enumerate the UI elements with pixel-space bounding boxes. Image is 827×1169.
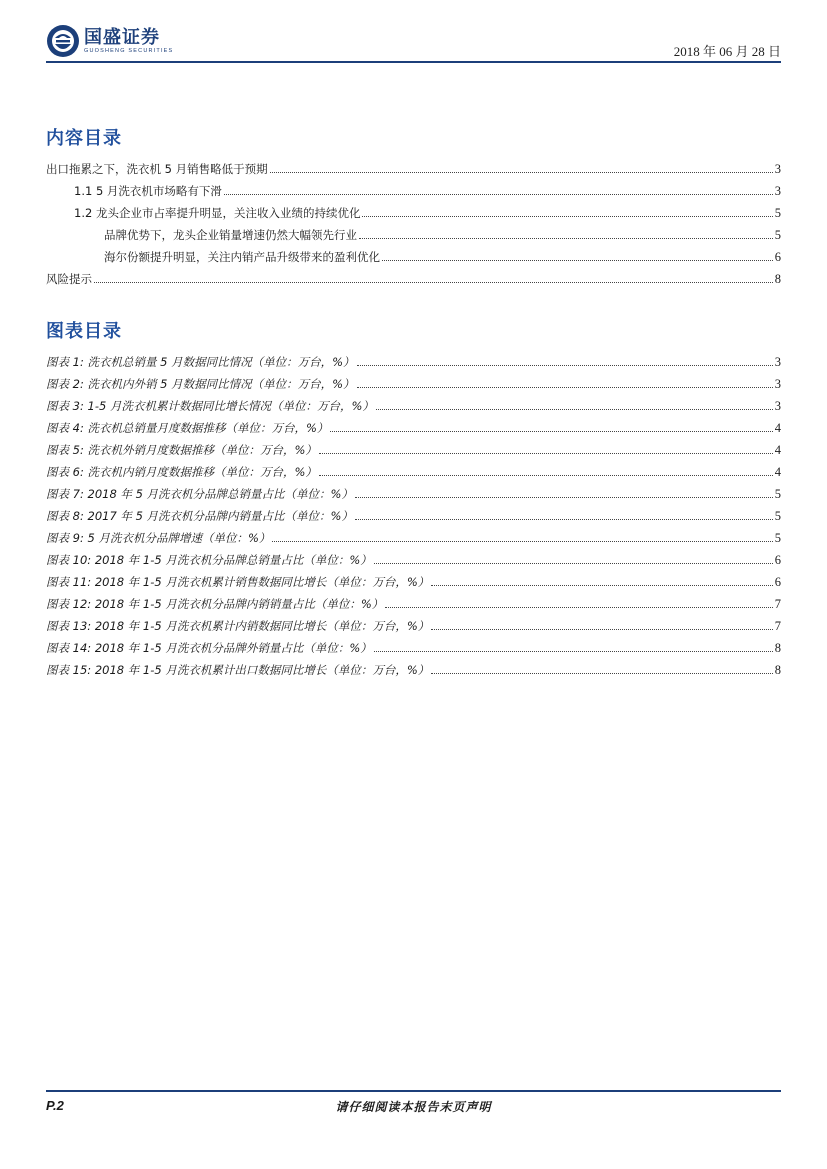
figure-entry-label: 图表 4: 洗衣机总销量月度数据推移（单位：万台，%） [46,421,329,435]
toc-entry-label: 出口拖累之下，洗衣机 5 月销售略低于预期 [46,162,268,176]
figure-entry[interactable] [46,440,781,458]
figure-entry-label: 图表 2: 洗衣机内外销 5 月数据同比情况（单位：万台，%） [46,377,355,391]
figure-leader-dots [374,563,773,564]
figure-entry[interactable] [46,594,781,612]
toc-entry-label: 品牌优势下，龙头企业销量增速仍然大幅领先行业 [104,228,357,242]
figure-entry-label: 图表 1: 洗衣机总销量 5 月数据同比情况（单位：万台，%） [46,355,355,369]
toc-entry-label: 海尔份额提升明显，关注内销产品升级带来的盈利优化 [104,250,380,264]
figure-leader-dots [376,409,773,410]
figure-entry[interactable] [46,462,781,480]
report-date: 2018 年 06 月 28 日 [673,44,781,59]
page-header [46,20,781,62]
figure-entry-page: 3 [774,377,781,391]
figure-leader-dots [355,497,773,498]
toc-leader-dots [359,238,773,239]
toc-leader-dots [382,260,773,261]
figure-entry[interactable] [46,374,781,392]
figure-entry-page: 8 [774,641,781,655]
toc-entry-label: 1.1 5 月洗衣机市场略有下滑 [74,184,222,198]
figure-leader-dots [374,651,773,652]
figure-leader-dots [385,607,772,608]
toc-entry[interactable] [74,181,781,199]
figure-entry[interactable] [46,616,781,634]
footer-divider [46,1090,781,1092]
figure-entry[interactable] [46,506,781,524]
figure-entry-label: 图表 6: 洗衣机内销月度数据推移（单位：万台，%） [46,465,317,479]
figure-list-title: 图表目录 [46,321,122,342]
figure-entry-page: 3 [774,355,781,369]
logo-english-name: GUOSHENG SECURITIES [84,47,174,54]
page-number: P.2 [46,1098,64,1113]
figure-entry-label: 图表 12: 2018 年 1-5 月洗衣机分品牌内销销量占比（单位：%） [46,597,384,611]
figure-entry[interactable] [46,572,781,590]
toc-leader-dots [224,194,773,195]
toc-entry[interactable] [104,225,781,243]
figure-entry-page: 3 [774,399,781,413]
figure-entry-label: 图表 11: 2018 年 1-5 月洗衣机累计销售数据同比增长（单位：万台，%） [46,575,430,589]
toc-entry-page: 5 [774,206,781,220]
figure-entry-label: 图表 8: 2017 年 5 月洗衣机分品牌内销量占比（单位：%） [46,509,353,523]
figure-leader-dots [357,387,773,388]
figure-entry-label: 图表 10: 2018 年 1-5 月洗衣机分品牌总销量占比（单位：%） [46,553,372,567]
figure-entry-page: 5 [774,487,781,501]
toc-entry[interactable] [104,247,781,265]
toc-leader-dots [362,216,772,217]
toc-entry[interactable] [74,203,781,221]
figure-entry-page: 4 [774,465,781,479]
figure-entry-page: 6 [774,553,781,567]
figure-entry[interactable] [46,352,781,370]
figure-entry[interactable] [46,396,781,414]
figure-leader-dots [431,585,772,586]
figure-leader-dots [319,475,773,476]
figure-leader-dots [319,453,773,454]
figure-entry-page: 4 [774,421,781,435]
figure-entry-page: 6 [774,575,781,589]
figure-entry[interactable] [46,484,781,502]
figure-entry-page: 5 [774,509,781,523]
figure-entry-label: 图表 3: 1-5 月洗衣机累计数据同比增长情况（单位：万台，%） [46,399,374,413]
toc-leader-dots [94,282,773,283]
toc-entry-page: 3 [774,162,781,176]
figure-entry-label: 图表 5: 洗衣机外销月度数据推移（单位：万台，%） [46,443,317,457]
figure-entry-page: 8 [774,663,781,677]
figure-entry-page: 4 [774,443,781,457]
figure-entry[interactable] [46,418,781,436]
figure-entry-label: 图表 9: 5 月洗衣机分品牌增速（单位：%） [46,531,271,545]
logo-chinese-name: 国盛证券 [84,26,160,48]
figure-leader-dots [357,365,773,366]
figure-leader-dots [431,673,772,674]
toc-entry-label: 风险提示 [46,272,92,286]
toc-entry-page: 5 [774,228,781,242]
header-divider [46,61,781,63]
figure-entry-page: 7 [774,619,781,633]
figure-entry[interactable] [46,550,781,568]
figure-entry-label: 图表 14: 2018 年 1-5 月洗衣机分品牌外销量占比（单位：%） [46,641,372,655]
toc-leader-dots [270,172,773,173]
figure-entry-page: 7 [774,597,781,611]
toc-entry-page: 8 [774,272,781,286]
guosheng-logo-icon [46,24,80,58]
figure-entry[interactable] [46,638,781,656]
figure-leader-dots [272,541,772,542]
toc-entry-page: 6 [774,250,781,264]
figure-leader-dots [355,519,773,520]
figure-entry-label: 图表 13: 2018 年 1-5 月洗衣机累计内销数据同比增长（单位：万台，%） [46,619,430,633]
toc-entry[interactable] [46,269,781,287]
footer-disclaimer: 请仔细阅读本报告末页声明 [335,1100,492,1114]
figure-entry[interactable] [46,660,781,678]
figure-entry-label: 图表 7: 2018 年 5 月洗衣机分品牌总销量占比（单位：%） [46,487,353,501]
toc-entry[interactable] [46,159,781,177]
toc-title: 内容目录 [46,128,122,149]
toc-entry-label: 1.2 龙头企业市占率提升明显，关注收入业绩的持续优化 [74,206,361,220]
figure-entry-page: 5 [774,531,781,545]
figure-leader-dots [431,629,772,630]
toc-entry-page: 3 [774,184,781,198]
figure-leader-dots [330,431,772,432]
figure-entry[interactable] [46,528,781,546]
figure-entry-label: 图表 15: 2018 年 1-5 月洗衣机累计出口数据同比增长（单位：万台，%） [46,663,430,677]
company-logo [46,23,173,59]
